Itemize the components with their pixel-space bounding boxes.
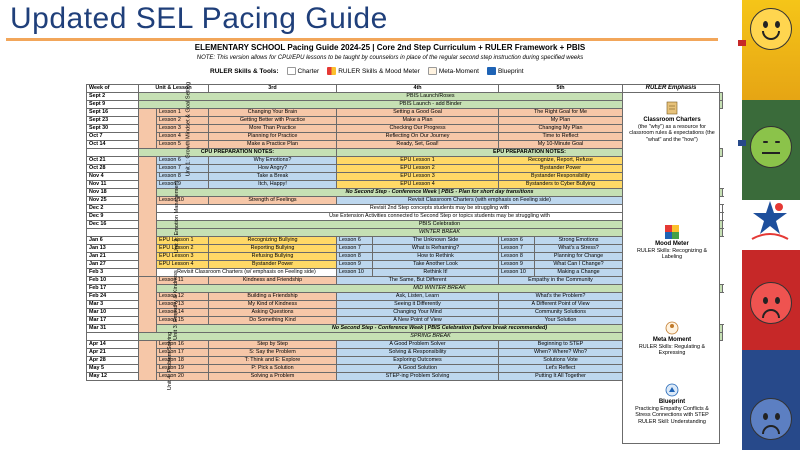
lesson-cell: Lesson 16 — [157, 341, 209, 349]
revisit-cell: Revisit Classroom Charters (w/ emphasis on Feeling side) — [157, 269, 337, 277]
mood-meter-grid-icon — [665, 225, 679, 239]
lesson-cell: Lesson 9 — [157, 181, 209, 189]
week-cell — [87, 149, 139, 157]
week-cell: Mar 17 — [87, 317, 139, 325]
col-5th: 5th — [499, 85, 623, 93]
grade4-cell: STEP-ing Problem Solving — [337, 373, 499, 381]
lesson-cell: Lesson 10 — [499, 269, 535, 277]
lesson-cell: Lesson 10 — [337, 269, 373, 277]
revisit-cell: Revisit Classroom Charters (with emphasis on Feeling side) — [337, 197, 623, 205]
lesson-cell: EPU Lesson 1 — [157, 237, 209, 245]
lesson-cell: Lesson 7 — [157, 165, 209, 173]
full-span-cell: SPRING BREAK — [139, 333, 723, 341]
week-cell: May 5 — [87, 365, 139, 373]
grade5-cell: Bystander Responsibility — [499, 173, 623, 181]
grade3-cell: More Than Practice — [209, 125, 337, 133]
lesson-cell: Lesson 11 — [157, 277, 209, 285]
ruler-emphasis-header: RULER Emphasis — [622, 84, 720, 93]
grade4-cell: A New Point of View — [337, 317, 499, 325]
title-divider — [6, 38, 718, 41]
lesson-cell: Lesson 14 — [157, 309, 209, 317]
grade5-cell: Bystanders to Cyber Bullying — [499, 181, 623, 189]
grade4-cell: The Unknown Side — [373, 237, 499, 245]
lesson-cell: Lesson 4 — [157, 133, 209, 141]
lesson-cell: Lesson 13 — [157, 301, 209, 309]
grade5-cell: Beginning to STEP — [499, 341, 623, 349]
week-cell: Apr 21 — [87, 349, 139, 357]
grade4-cell: A Good Solution — [337, 365, 499, 373]
grade4-cell: Setting a Good Goal — [337, 109, 499, 117]
week-cell: Oct 14 — [87, 141, 139, 149]
lesson-cell: Lesson 1 — [157, 109, 209, 117]
grade4-cell: EPU Lesson 4 — [337, 181, 499, 189]
tools-label: RULER Skills & Tools: — [210, 67, 279, 75]
week-cell: Feb 10 — [87, 277, 139, 285]
lesson-cell: Lesson 17 — [157, 349, 209, 357]
week-cell: Nov 25 — [87, 197, 139, 205]
unit-label-cell: Unit 3: Empathy & Kindness — [139, 277, 157, 333]
grade5-cell: What's the Problem? — [499, 293, 623, 301]
lesson-cell: Lesson 6 — [499, 237, 535, 245]
meta-moment-icon — [428, 67, 437, 75]
blueprint-icon — [487, 67, 496, 75]
full-span-cell: PBIS Celebration — [157, 221, 723, 229]
full-span-cell: Use Extension Activities connected to Second Step or topics students may be struggling with — [157, 213, 723, 221]
lesson-cell: Lesson 2 — [157, 117, 209, 125]
grade4-cell: EPU Lesson 2 — [337, 165, 499, 173]
grade3-cell: Changing Your Brain — [209, 109, 337, 117]
emphasis-mood-meter: Mood Meter RULER Skills: Recognizing & Labeling — [623, 225, 721, 261]
tool-meta-moment: Meta-Moment — [428, 67, 479, 75]
grade3-cell: My Kind of Kindness — [209, 301, 337, 309]
grade4-cell: Checking Our Progress — [337, 125, 499, 133]
ruler-emphasis-column — [622, 93, 720, 444]
charter-icon — [287, 67, 296, 75]
lesson-cell: Lesson 3 — [157, 125, 209, 133]
grade4-cell: A Good Problem Solver — [337, 341, 499, 349]
grade3-cell: Bystander Power — [209, 261, 337, 269]
grade4-cell: Rethink It! — [373, 269, 499, 277]
grade4-cell: Make a Plan — [337, 117, 499, 125]
grade3-cell: P: Pick a Solution — [209, 365, 337, 373]
lesson-cell: Lesson 7 — [499, 245, 535, 253]
grade5-cell: When? Where? Who? — [499, 349, 623, 357]
lesson-cell: Lesson 8 — [157, 173, 209, 181]
lesson-cell: Lesson 10 — [157, 197, 209, 205]
week-cell — [87, 229, 139, 237]
grade3-cell: Asking Questions — [209, 309, 337, 317]
week-cell: Sept 2 — [87, 93, 139, 101]
col-3rd: 3rd — [209, 85, 337, 93]
grade4-cell: Exploring Outcomes — [337, 357, 499, 365]
grade3-cell: Take a Break — [209, 173, 337, 181]
grade4-cell: Seeing it Differently — [337, 301, 499, 309]
guide-note: NOTE: This version allows for CPU/EPU lessons to be taught by counselors in place of the regular second step instruction during specified weeks — [196, 55, 584, 61]
grade5-cell: Bystander Power — [499, 165, 623, 173]
unit-label-cell: Unit 2: Emotion Management — [139, 157, 157, 277]
lesson-cell: Lesson 9 — [337, 261, 373, 269]
grade3-cell: Solving a Problem — [209, 373, 337, 381]
grade5-cell: Community Solutions — [499, 309, 623, 317]
week-cell: Oct 21 — [87, 157, 139, 165]
grade5-cell: Solutions Vote — [499, 357, 623, 365]
tool-blueprint: Blueprint — [487, 67, 524, 75]
grade4-cell: EPU Lesson 3 — [337, 173, 499, 181]
grade3-cell: Reporting Bullying — [209, 245, 337, 253]
grade5-cell: My 10-Minute Goal — [499, 141, 623, 149]
lesson-cell: Lesson 19 — [157, 365, 209, 373]
grade4-cell: What is Reframing? — [373, 245, 499, 253]
grade5-cell: The Right Goal for Me — [499, 109, 623, 117]
col-unit: Unit & Lesson — [139, 85, 209, 93]
week-cell: Nov 11 — [87, 181, 139, 189]
unit-label-cell: Unit 4: Problem Solving — [139, 341, 157, 381]
page-title: Updated SEL Pacing Guide — [10, 2, 388, 35]
full-span-cell: PBIS Launch/Roses — [139, 93, 723, 101]
week-cell: Apr 28 — [87, 357, 139, 365]
full-span-cell: PBIS Launch - add Binder — [139, 101, 723, 109]
grade5-cell: Time to Reflect — [499, 133, 623, 141]
grade5-cell: Recognize, Report, Refuse — [499, 157, 623, 165]
tool-charter: Charter — [287, 67, 320, 75]
emphasis-blueprint: Blueprint Practicing Empathy Conflicts & Stress Connections with STEP RULER Skill: Understanding — [623, 383, 721, 425]
full-span-cell: WINTER BREAK — [157, 229, 723, 237]
grade4-cell: Reflecting On Our Journey — [337, 133, 499, 141]
col-4th: 4th — [337, 85, 499, 93]
week-cell: Jan 27 — [87, 261, 139, 269]
smiling-face-icon — [750, 8, 792, 50]
lesson-cell: Lesson 7 — [337, 245, 373, 253]
grade3-cell: Getting Better with Practice — [209, 117, 337, 125]
angry-face-icon — [750, 282, 792, 324]
week-cell: Jan 13 — [87, 245, 139, 253]
week-cell: May 12 — [87, 373, 139, 381]
lesson-cell: Lesson 6 — [337, 237, 373, 245]
grade3-cell: Kindness and Friendship — [209, 277, 337, 285]
grade3-cell: S: Say the Problem — [209, 349, 337, 357]
week-cell: Mar 10 — [87, 309, 139, 317]
grade4-cell: Ready, Set, Goal! — [337, 141, 499, 149]
lesson-cell: Lesson 8 — [499, 253, 535, 261]
grade5-cell: My Plan — [499, 117, 623, 125]
grade5-cell: What's a Stress? — [535, 245, 623, 253]
week-cell — [87, 333, 139, 341]
guide-subtitle: ELEMENTARY SCHOOL Pacing Guide 2024-25 | Core 2nd Step Curriculum + RULER Framework + PBIS — [194, 43, 586, 52]
lesson-cell: Lesson 15 — [157, 317, 209, 325]
week-cell: Sept 9 — [87, 101, 139, 109]
week-cell: Jan 21 — [87, 253, 139, 261]
grade5-cell: What Can I Change? — [535, 261, 623, 269]
lesson-cell: Lesson 18 — [157, 357, 209, 365]
week-cell: Sept 16 — [87, 109, 139, 117]
grade3-cell: Strength of Feelings — [209, 197, 337, 205]
lesson-cell: EPU Lesson 3 — [157, 253, 209, 261]
full-span-cell: MID WINTER BREAK — [157, 285, 723, 293]
grade5-cell: Empathy in the Community — [499, 277, 623, 285]
grade5-cell: Making a Change — [535, 269, 623, 277]
grade3-cell: Do Something Kind — [209, 317, 337, 325]
lesson-cell: Lesson 12 — [157, 293, 209, 301]
grade3-cell: Building a Friendship — [209, 293, 337, 301]
grade3-cell: Planning for Practice — [209, 133, 337, 141]
lesson-cell: EPU Lesson 4 — [157, 261, 209, 269]
grade5-cell: Planning for Change — [535, 253, 623, 261]
week-cell: Apr 14 — [87, 341, 139, 349]
week-cell: Dec 16 — [87, 221, 139, 229]
epu-notes-cell: EPU PREPARATION NOTES: — [337, 149, 723, 157]
grade5-cell: Let's Reflect — [499, 365, 623, 373]
grade5-cell: Changing My Plan — [499, 125, 623, 133]
cpu-notes-cell: CPU PREPARATION NOTES: — [139, 149, 337, 157]
emphasis-charters: Classroom Charters (the "why") as a resource for classroom rules & expectations (the "what" and the "how") — [623, 101, 721, 143]
sad-face-icon — [750, 398, 792, 440]
grade3-cell: Step by Step — [209, 341, 337, 349]
grade3-cell: Why Emotions? — [209, 157, 337, 165]
grade3-cell: Itch, Happy! — [209, 181, 337, 189]
grade3-cell: Refusing Bullying — [209, 253, 337, 261]
grade3-cell: T: Think and E: Explore — [209, 357, 337, 365]
week-cell: Feb 3 — [87, 269, 139, 277]
clipboard-icon — [665, 101, 679, 115]
grade4-cell: Solving & Responsibility — [337, 349, 499, 357]
tool-mood-meter: RULER Skills & Mood Meter — [327, 67, 420, 75]
col-week: Week of — [87, 85, 139, 93]
grade5-cell: Strong Emotions — [535, 237, 623, 245]
lesson-cell: Lesson 6 — [157, 157, 209, 165]
lesson-cell: EPU Lesson 2 — [157, 245, 209, 253]
grade4-cell: Changing Your Mind — [337, 309, 499, 317]
week-cell: Nov 4 — [87, 173, 139, 181]
grade5-cell: Your Solution — [499, 317, 623, 325]
mood-meter-icon — [327, 67, 336, 75]
blueprint-figure-icon — [665, 383, 679, 397]
week-cell: Nov 18 — [87, 189, 139, 197]
ruler-tools-legend — [210, 65, 524, 77]
lesson-cell: Lesson 9 — [499, 261, 535, 269]
week-cell: Oct 28 — [87, 165, 139, 173]
grade3-cell: Recognizing Bullying — [209, 237, 337, 245]
star-figure-logo-icon — [744, 195, 796, 247]
week-cell: Sept 23 — [87, 117, 139, 125]
week-cell: Mar 3 — [87, 301, 139, 309]
calm-face-icon — [750, 126, 792, 168]
grade4-cell: How to Rethink — [373, 253, 499, 261]
grade5-cell: A Different Point of View — [499, 301, 623, 309]
meta-moment-figure-icon — [665, 321, 679, 335]
grade3-cell: Make a Practice Plan — [209, 141, 337, 149]
lesson-cell: Lesson 8 — [337, 253, 373, 261]
week-cell: Jan 6 — [87, 237, 139, 245]
week-cell: Oct 7 — [87, 133, 139, 141]
unit-label-cell: Unit 1: Growth Mindset & Goal Setting — [139, 109, 157, 149]
grade4-cell: Ask, Listen, Learn — [337, 293, 499, 301]
week-cell: Dec 2 — [87, 205, 139, 213]
grade3-cell: How Angry? — [209, 165, 337, 173]
week-cell: Sept 30 — [87, 125, 139, 133]
grade4-cell: EPU Lesson 1 — [337, 157, 499, 165]
week-cell: Feb 17 — [87, 285, 139, 293]
lesson-cell: Lesson 5 — [157, 141, 209, 149]
grade5-cell: Putting It All Together — [499, 373, 623, 381]
full-span-cell: Revisit 2nd Step concepts students may be struggling with — [157, 205, 723, 213]
grade4-cell: Take Another Look — [373, 261, 499, 269]
full-span-cell: No Second Step - Conference Week | PBIS - Plan for short day transitions — [157, 189, 723, 197]
grade4-cell: The Same, But Different — [337, 277, 499, 285]
week-cell: Dec 9 — [87, 213, 139, 221]
lesson-cell: Lesson 20 — [157, 373, 209, 381]
full-span-cell: No Second Step - Conference Week | PBIS Celebration (before break recommended) — [157, 325, 723, 333]
emphasis-meta-moment: Meta Moment RULER Skills: Regulating & Expressing — [623, 321, 721, 357]
week-cell: Feb 24 — [87, 293, 139, 301]
week-cell: Mar 31 — [87, 325, 139, 333]
